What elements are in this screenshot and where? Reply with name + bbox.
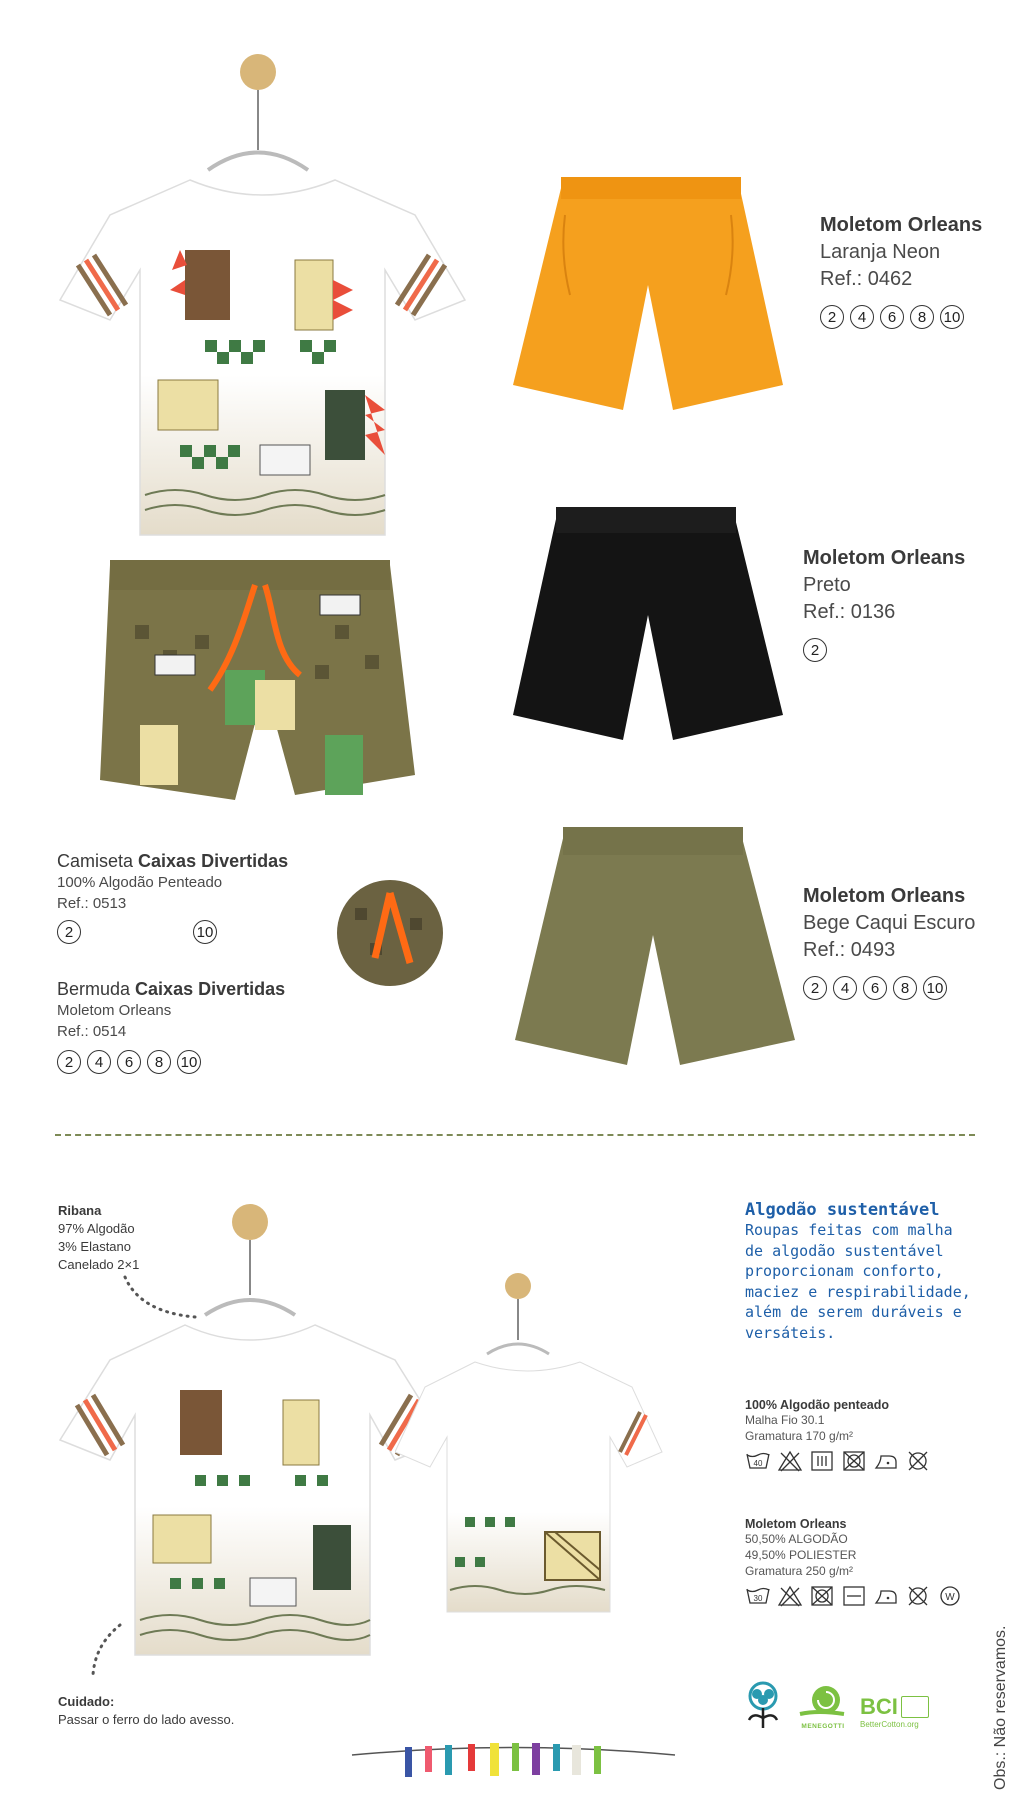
hanger-knob bbox=[240, 54, 276, 90]
wash-icon bbox=[745, 1450, 771, 1472]
svg-text:W: W bbox=[945, 1592, 955, 1603]
fabric-info-1 bbox=[745, 1398, 931, 1472]
size-badge: 10 bbox=[193, 920, 217, 944]
size-badge: 10 bbox=[177, 1050, 201, 1074]
sustainable-title: Algodão sustentável bbox=[745, 1200, 940, 1220]
camiseta-ref: Ref.: 0513 bbox=[57, 895, 127, 912]
fabric-line: Gramatura 170 g/m² bbox=[745, 1429, 854, 1443]
product-title: Moletom Orleans bbox=[803, 885, 966, 907]
wash-icon bbox=[745, 1585, 771, 1607]
care-icons bbox=[745, 1585, 963, 1607]
size-badge: 10 bbox=[923, 976, 947, 1000]
size-badge: 2 bbox=[57, 1050, 81, 1074]
ribana-label: Ribana 97% Algodão 3% Elastano Canelado 2×1 bbox=[58, 1203, 140, 1272]
fabric-info-2 bbox=[745, 1517, 963, 1607]
short-khaki-image bbox=[515, 825, 795, 1075]
iron-icon bbox=[873, 1585, 899, 1607]
size-list bbox=[803, 976, 975, 1000]
fabric-line: 50,50% ALGODÃO bbox=[745, 1532, 848, 1546]
fabric-title: Moletom Orleans bbox=[745, 1517, 847, 1531]
no-bleach-icon bbox=[777, 1585, 803, 1607]
size-list bbox=[803, 638, 965, 662]
product-black-info bbox=[803, 545, 965, 662]
detail-zoom-image bbox=[335, 878, 445, 988]
product-color: Bege Caqui Escuro bbox=[803, 912, 976, 934]
size-list bbox=[57, 920, 288, 950]
product-color: Preto bbox=[803, 574, 851, 596]
product-ref: Ref.: 0462 bbox=[820, 268, 913, 290]
size-badge: 6 bbox=[880, 305, 904, 329]
size-badge: 4 bbox=[87, 1050, 111, 1074]
bermuda-fabric: Moletom Orleans bbox=[57, 1002, 172, 1019]
bermuda-printed-image bbox=[95, 555, 425, 825]
size-badge: 6 bbox=[863, 976, 887, 1000]
fabric-title: 100% Algodão penteado bbox=[745, 1398, 890, 1412]
sustainable-body: Roupas feitas com malha de algodão sustentável proporcionam conforto, maciez e respirabilidade, além de serem duráveis e versáteis. bbox=[745, 1221, 971, 1342]
no-dryclean-icon bbox=[905, 1450, 931, 1472]
product-orange-info bbox=[820, 212, 982, 329]
tshirt-front-image-2 bbox=[55, 1200, 450, 1660]
sustainable-block bbox=[745, 1200, 971, 1343]
product-ref: Ref.: 0136 bbox=[803, 601, 896, 623]
obs-note: Obs.: Não reservamos. bbox=[992, 1625, 1009, 1790]
camiseta-info bbox=[57, 850, 288, 950]
size-badge: 2 bbox=[803, 638, 827, 662]
size-badge: 2 bbox=[803, 976, 827, 1000]
bermuda-ref: Ref.: 0514 bbox=[57, 1023, 127, 1040]
cotton-logo-icon bbox=[743, 1680, 783, 1730]
camiseta-fabric: 100% Algodão Penteado bbox=[57, 874, 223, 891]
cuidado-label: Cuidado: Passar o ferro do lado avesso. bbox=[58, 1694, 235, 1727]
size-badge: 8 bbox=[893, 976, 917, 1000]
size-badge: 6 bbox=[117, 1050, 141, 1074]
product-khaki-info bbox=[803, 883, 975, 1000]
no-tumble-icon bbox=[841, 1450, 867, 1472]
size-badge: 4 bbox=[833, 976, 857, 1000]
product-title: Moletom Orleans bbox=[803, 547, 966, 569]
iron-icon bbox=[873, 1450, 899, 1472]
fabric-line: Malha Fio 30.1 bbox=[745, 1413, 825, 1427]
fabric-line: 49,50% POLIESTER bbox=[745, 1548, 857, 1562]
snail-icon bbox=[798, 1680, 848, 1718]
tshirt-front-image bbox=[50, 50, 470, 540]
brand-name: MENEGOTTI bbox=[801, 1723, 845, 1730]
cuidado-pointer bbox=[85, 1620, 125, 1680]
product-title: Moletom Orleans bbox=[820, 214, 983, 236]
short-black-image bbox=[513, 505, 783, 750]
size-badge: 4 bbox=[850, 305, 874, 329]
section-divider bbox=[55, 1134, 975, 1136]
size-badge: 8 bbox=[147, 1050, 171, 1074]
product-color: Laranja Neon bbox=[820, 241, 941, 263]
dry-flat-icon bbox=[841, 1585, 867, 1607]
wet-clean-icon bbox=[937, 1585, 963, 1607]
product-ref: Ref.: 0493 bbox=[803, 939, 896, 961]
no-tumble-icon bbox=[809, 1585, 835, 1607]
fabric-line: Gramatura 250 g/m² bbox=[745, 1564, 854, 1578]
svg-text:30: 30 bbox=[753, 1594, 763, 1603]
size-badge: 8 bbox=[910, 305, 934, 329]
size-badge: 10 bbox=[940, 305, 964, 329]
tshirt-back-image bbox=[395, 1272, 670, 1617]
camiseta-title: Camiseta Caixas Divertidas bbox=[57, 851, 289, 871]
menegotti-logo bbox=[793, 1680, 853, 1730]
bermuda-title: Bermuda Caixas Divertidas bbox=[57, 979, 286, 999]
short-orange-image bbox=[513, 175, 783, 415]
size-badge: 2 bbox=[57, 920, 81, 944]
no-bleach-icon bbox=[777, 1450, 803, 1472]
size-list bbox=[820, 305, 982, 329]
bermuda-info bbox=[57, 978, 285, 1074]
svg-text:40: 40 bbox=[753, 1459, 763, 1468]
bci-logo: BCI BetterCotton.org bbox=[860, 1694, 929, 1729]
no-dryclean-icon bbox=[905, 1585, 931, 1607]
size-list bbox=[57, 1050, 285, 1074]
size-badge: 2 bbox=[820, 305, 844, 329]
clothesline-decoration bbox=[350, 1735, 680, 1790]
dry-icon bbox=[809, 1450, 835, 1472]
care-icons bbox=[745, 1450, 931, 1472]
